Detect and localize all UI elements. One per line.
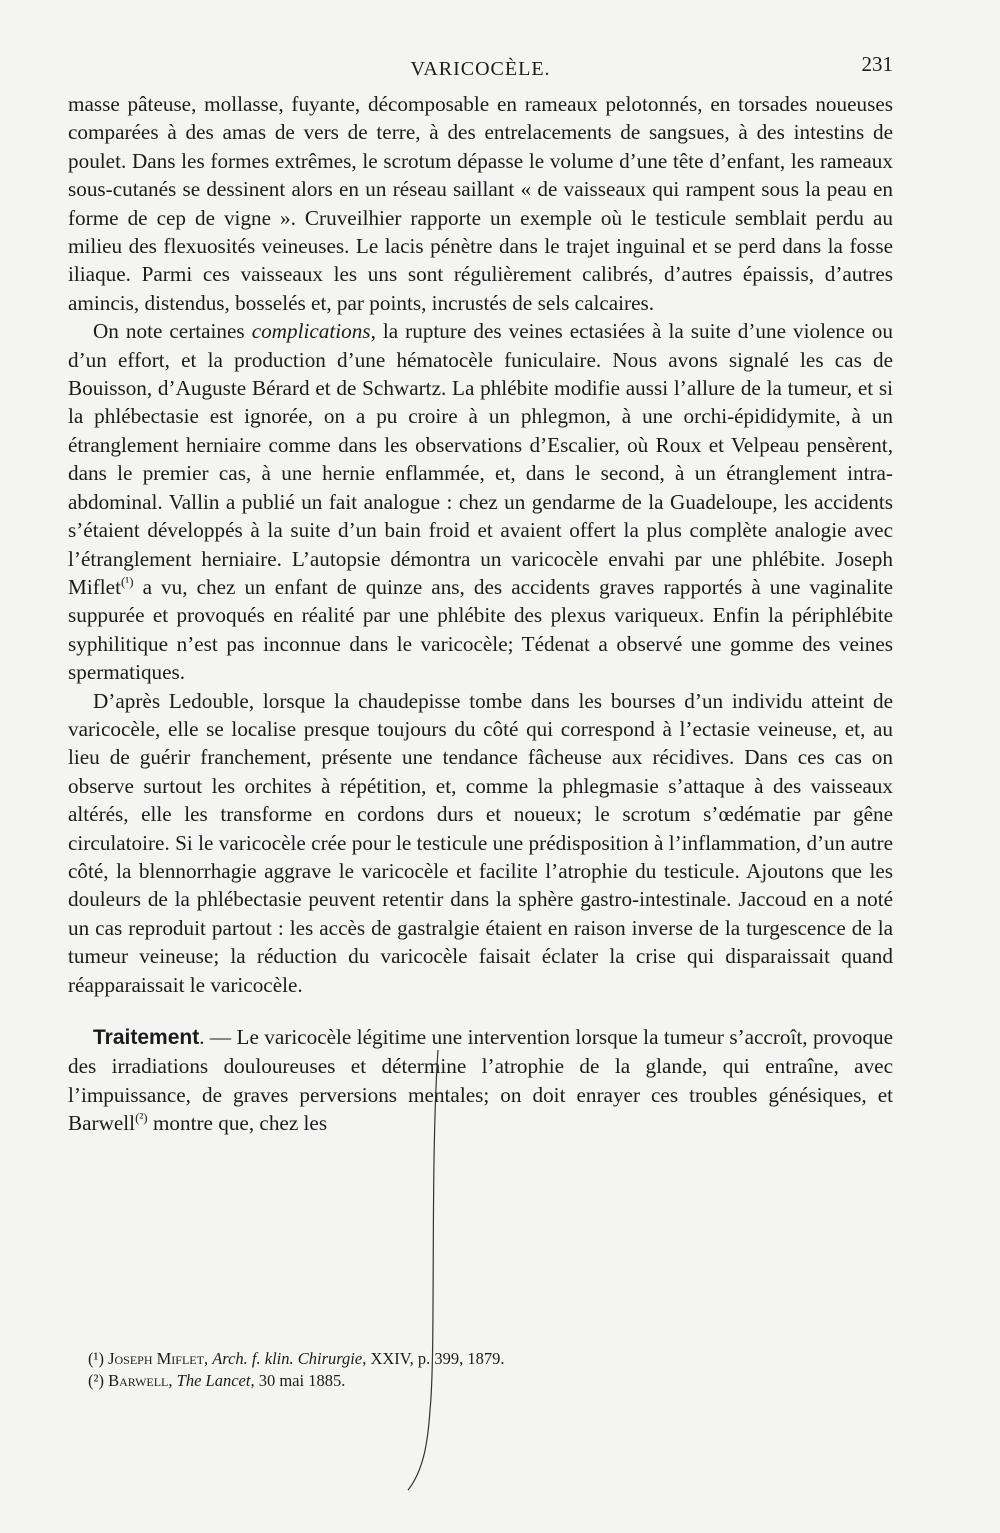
paragraph-4-start: . — Le varicocèle légitime une intervention lorsque la tumeur s’accroît, provoque des irradiations douloureuses et détermine l’atrophie de la glande, qui entraîne, avec l’impuissance, de graves perversions mentales; on doit enrayer ces troubles génésiques, et Barwell	[68, 1025, 893, 1136]
paragraph-2-mid: , la rupture des veines ectasiées à la suite d’une violence ou d’un effort, et la production d’une hématocèle funiculaire. Nous avons signalé les cas de Bouisson, d’Auguste Bérard et de Schwartz. La phlébite modifie aussi l’allure de la tumeur, et si la phlébectasie est ignorée, on a pu croire à un phlegmon, à une orchi-épididymite, à un étranglement herniaire comme dans les observations d’Escalier, où Roux et Velpeau pensèrent, dans le premier cas, à une hernie enflammée, et, dans le second, à un étranglement intra-abdominal. Vallin a publié un fait analogue : chez un gendarme de la Guadeloupe, les accidents s’étaient développés à la suite d’un bain froid et avaient offert la plus complète analogie avec l’étranglement herniaire. L’autopsie démontra un varicocèle envahi par une phlébite. Joseph Miflet	[68, 319, 893, 599]
footnote-1-separator: ,	[203, 1349, 213, 1368]
pencil-mark	[400, 1050, 450, 1500]
page-header	[68, 52, 893, 86]
paragraph-2-start: On note certaines	[93, 319, 252, 344]
body-text	[68, 90, 893, 1138]
section-heading-traitement: Traitement	[93, 1026, 200, 1049]
page-number: 231	[861, 52, 893, 76]
paragraph-2-end: a vu, chez un enfant de quinze ans, des accidents graves rapportés à une vaginalite suppurée et provoqués en réalité par une phlébite des plexus variqueux. Enfin la périphlébite syphilitique n’est pas inconnue dans le varicocèle; Tédenat a observé une gomme des veines spermatiques.	[68, 574, 893, 685]
footnote-1-details: , XXIV, p. 399, 1879.	[362, 1349, 505, 1368]
paragraph-3: D’après Ledouble, lorsque la chaudepisse tombe dans les bourses d’un individu atteint de varicocèle, elle se localise presque toujours du côté qui correspond à l’ectasie veineuse, et, au lieu de guérir franchement, présente une tendance fâcheuse aux récidives. Dans ces cas on observe surtout les orchites à répétition, et, comme la phlegmasie s’attaque à des vaisseaux altérés, elle les transforme en cordons durs et noueux; le scrotum s’œdématie par gêne circulatoire. Si le varicocèle crée pour le testicule une prédisposition à l’inflammation, d’un autre côté, la blennorrhagie aggrave le varicocèle et facilite l’atrophie du testicule. Ajoutons que les douleurs de la phlébectasie peuvent retentir dans la sphère gastro-intestinale. Jaccoud en a noté un cas reproduit partout : les accès de gastralgie étaient en raison inverse de la turgescence de la tumeur veineuse; la réduction du varicocèle faisait éclater la crise qui disparaissait quand réapparaissait le varicocèle.	[68, 688, 893, 997]
footnote-ref-1: (¹)	[120, 573, 134, 589]
paragraph-4	[68, 1023, 893, 1138]
complications-italic: complications	[251, 319, 371, 344]
footnote-1	[88, 1348, 888, 1370]
footnote-2-author: Barwell	[108, 1371, 169, 1390]
footnote-1-mark: (¹)	[88, 1349, 104, 1368]
footnote-2	[88, 1370, 888, 1392]
footnote-2-mark: (²)	[88, 1371, 104, 1390]
paragraph-1: masse pâteuse, mollasse, fuyante, décomposable en rameaux pelotonnés, en torsades noueuses comparées à des amas de vers de terre, à des entrelacements de sangsues, à des intestins de poulet. Dans les formes extrêmes, le scrotum dépasse le volume d’une tête d’enfant, les rameaux sous-cutanés se dessinent alors en un réseau saillant « de vaisseaux qui rampent sous la peau en forme de cep de vigne ». Cruveilhier rapporte un exemple où le testicule semblait perdu au milieu des flexuosités veineuses. Le lacis pénètre dans le trajet inguinal et se perd dans la fosse iliaque. Parmi ces vaisseaux les uns sont régulièrement calibrés, d’autres épaissis, d’autres amincis, distendus, bosselés et, par points, incrustés de sels calcaires.	[68, 92, 893, 315]
footnote-1-author: Joseph Miflet	[108, 1349, 204, 1368]
footnote-2-separator: ,	[168, 1371, 177, 1390]
running-title: VARICOCÈLE.	[410, 58, 551, 80]
footnote-2-source: The Lancet	[176, 1371, 251, 1390]
paragraph-2	[68, 317, 893, 686]
paragraph-4-end: montre que, chez les	[147, 1111, 328, 1136]
footnote-1-source: Arch. f. klin. Chirurgie	[212, 1349, 363, 1368]
footnote-2-details: , 30 mai 1885.	[250, 1371, 346, 1390]
footnote-ref-2: (²)	[135, 1110, 148, 1126]
footnotes	[88, 1348, 888, 1392]
